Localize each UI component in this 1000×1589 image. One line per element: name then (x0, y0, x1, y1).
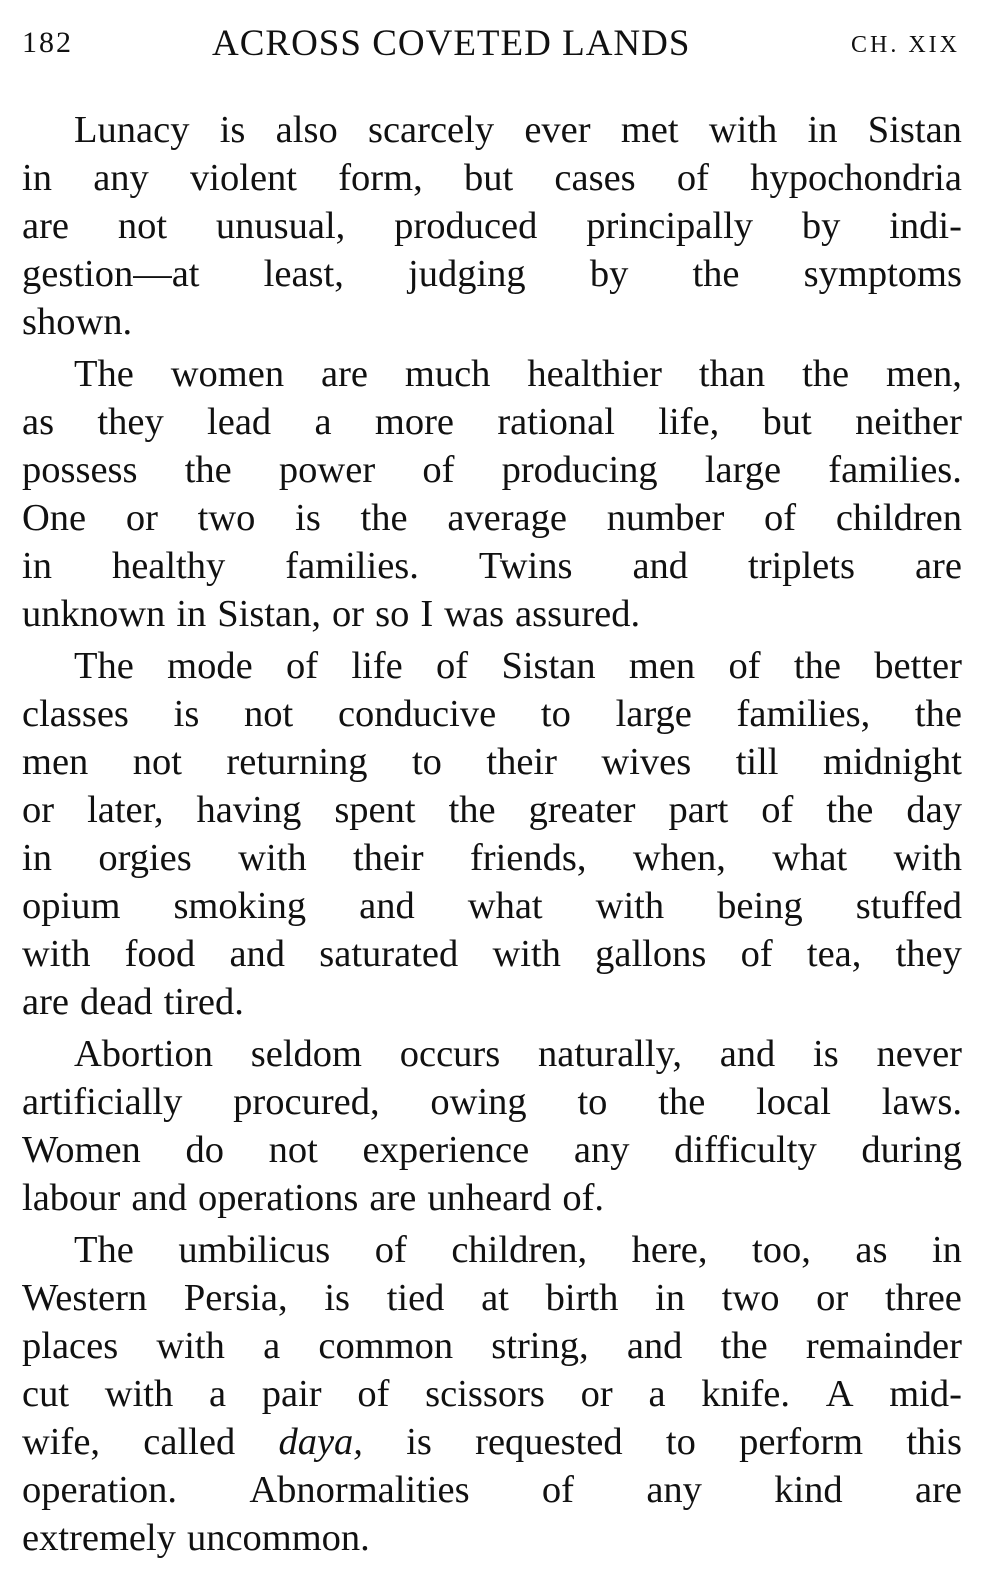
text-line (22, 446, 962, 494)
word: also (275, 109, 338, 151)
word: being (717, 885, 803, 927)
word: with (104, 1373, 174, 1415)
text-line (22, 882, 962, 930)
text-line (22, 298, 962, 346)
word: violent (190, 157, 297, 199)
paragraph (22, 1226, 962, 1562)
word: of (357, 1373, 390, 1415)
word: occurs (399, 1033, 501, 1075)
word: power (278, 449, 376, 491)
word: large (704, 449, 782, 491)
word: producing (501, 449, 658, 491)
word: with (238, 837, 307, 879)
word: families. (828, 449, 962, 491)
word: to (540, 693, 571, 735)
word: local (756, 1081, 831, 1123)
word: tired. (163, 981, 244, 1023)
word: of (740, 933, 773, 975)
word: healthier (527, 353, 662, 395)
word: naturally, (537, 1033, 682, 1075)
text-line (22, 1514, 962, 1562)
word: are (22, 981, 69, 1023)
word: dead (80, 981, 153, 1023)
word: owing (430, 1081, 527, 1123)
word: better (874, 645, 962, 687)
page-number: 182 (22, 26, 73, 59)
word: judging (408, 253, 526, 295)
text-line (22, 1370, 962, 1418)
word: common (318, 1325, 454, 1367)
word: or (22, 789, 55, 831)
word: produced (394, 205, 538, 247)
word: operation. (22, 1469, 178, 1511)
word: food (124, 933, 196, 975)
word: symptoms (803, 253, 962, 295)
word: part (668, 789, 729, 831)
word: not (244, 693, 294, 735)
word: cases (554, 157, 636, 199)
word: men, (886, 353, 962, 395)
word: extremely (22, 1517, 176, 1559)
word: men (628, 645, 696, 687)
word: difficulty (674, 1129, 817, 1171)
word: the (360, 497, 408, 539)
word: Western (22, 1277, 148, 1319)
word: experience (362, 1129, 530, 1171)
word: are (22, 205, 69, 247)
word: the (184, 449, 232, 491)
word: but (762, 401, 812, 443)
word: daya, (278, 1421, 363, 1463)
text-line (22, 202, 962, 250)
word: any (93, 157, 149, 199)
word: orgies (98, 837, 192, 879)
word: birth (545, 1277, 619, 1319)
word: to (577, 1081, 608, 1123)
word: with (492, 933, 561, 975)
word: the (448, 789, 496, 831)
word: cut (22, 1373, 70, 1415)
word: unheard (427, 1177, 552, 1219)
word: or (580, 1373, 613, 1415)
word: is (173, 693, 200, 735)
word: lead (207, 401, 272, 443)
word: never (876, 1033, 962, 1075)
text-line (22, 930, 962, 978)
word: large (615, 693, 692, 735)
word: laws. (881, 1081, 962, 1123)
word: of (541, 1469, 574, 1511)
text-line (22, 1126, 962, 1174)
word: two (721, 1277, 780, 1319)
word: much (404, 353, 491, 395)
word: or (816, 1277, 849, 1319)
word: not (117, 205, 168, 247)
word: do (185, 1129, 224, 1171)
word: opium (22, 885, 121, 927)
word: in (22, 545, 52, 587)
word: Abortion (74, 1033, 214, 1075)
word: A (825, 1373, 854, 1415)
paragraph (22, 350, 962, 638)
word: are (369, 1177, 417, 1219)
word: wives (601, 741, 692, 783)
text-line (22, 494, 962, 542)
word: healthy (111, 545, 226, 587)
word: men (22, 741, 89, 783)
text-line (22, 398, 962, 446)
word: Sistan (501, 645, 596, 687)
book-title: ACROSS COVETED LANDS (212, 23, 691, 64)
word: wife, (22, 1421, 101, 1463)
word: classes (22, 693, 129, 735)
text-line (22, 786, 962, 834)
word: and (719, 1033, 776, 1075)
word: life (351, 645, 403, 687)
word: a (208, 1373, 227, 1415)
word: spent (334, 789, 416, 831)
word: One (22, 497, 87, 539)
text-line (22, 690, 962, 738)
word: in (655, 1277, 686, 1319)
word: the (914, 693, 962, 735)
word: was (444, 593, 505, 635)
word: their (352, 837, 424, 879)
body-text (22, 106, 962, 1566)
word: of (761, 789, 794, 831)
word: ever (524, 109, 591, 151)
text-line (22, 542, 962, 590)
word: what (772, 837, 848, 879)
text-line (22, 738, 962, 786)
text-line (22, 642, 962, 690)
word: Persia, (183, 1277, 288, 1319)
word: they (895, 933, 962, 975)
word: The (74, 353, 134, 395)
word: in (22, 837, 52, 879)
text-line (22, 1322, 962, 1370)
paragraph (22, 1030, 962, 1222)
word: unusual, (215, 205, 346, 247)
word: met (620, 109, 679, 151)
word: a (314, 401, 332, 443)
word: Women (22, 1129, 141, 1171)
word: not (268, 1129, 318, 1171)
word: least, (263, 253, 344, 295)
word: the (720, 1325, 768, 1367)
text-line (22, 1226, 962, 1274)
word: this (906, 1421, 962, 1463)
word: what (467, 885, 543, 927)
paragraph (22, 106, 962, 346)
word: than (698, 353, 766, 395)
word: but (463, 157, 514, 199)
word: and (229, 933, 286, 975)
word: conducive (337, 693, 497, 735)
word: remainder (805, 1325, 962, 1367)
text-line (22, 350, 962, 398)
word: unknown (22, 593, 166, 635)
word: called (143, 1421, 236, 1463)
word: families, (736, 693, 871, 735)
word: midnight (822, 741, 962, 783)
word: in (931, 1229, 962, 1271)
text-line (22, 1274, 962, 1322)
text-line (22, 978, 962, 1026)
word: is (813, 1033, 839, 1075)
word: the (793, 645, 841, 687)
word: principally (586, 205, 754, 247)
word: in (22, 157, 52, 199)
text-line (22, 1078, 962, 1126)
word: friends, (469, 837, 587, 879)
word: families. (285, 545, 419, 587)
word: stuffed (855, 885, 962, 927)
word: of (764, 497, 797, 539)
word: number (606, 497, 725, 539)
word: mode (167, 645, 253, 687)
word: children, (451, 1229, 588, 1271)
word: knife. (701, 1373, 790, 1415)
word: of. (562, 1177, 605, 1219)
word: saturated (319, 933, 459, 975)
word: as (855, 1229, 888, 1271)
word: in (807, 109, 838, 151)
word: shown. (22, 301, 133, 343)
word: and (632, 545, 689, 587)
text-line (22, 1466, 962, 1514)
word: tied (386, 1277, 445, 1319)
word: possess (22, 449, 138, 491)
paragraph (22, 642, 962, 1026)
word: Sistan (867, 109, 962, 151)
word: rational (497, 401, 615, 443)
word: is (219, 109, 246, 151)
word: average (447, 497, 567, 539)
word: greater (528, 789, 636, 831)
chapter-label: CH. XIX (851, 32, 960, 58)
word: indi- (889, 205, 962, 247)
word: their (486, 741, 557, 783)
word: by (801, 205, 841, 247)
word: of (436, 645, 469, 687)
word: labour (22, 1177, 121, 1219)
word: during (861, 1129, 962, 1171)
word: so (375, 593, 410, 635)
word: is (406, 1421, 432, 1463)
word: the (658, 1081, 706, 1123)
word: pair (261, 1373, 322, 1415)
text-line (22, 590, 962, 638)
word: as (22, 401, 55, 443)
word: artificially (22, 1081, 183, 1123)
word: are (914, 545, 962, 587)
word: tea, (806, 933, 862, 975)
word: scarcely (367, 109, 495, 151)
word: any (646, 1469, 702, 1511)
text-line (22, 1030, 962, 1078)
word: neither (855, 401, 962, 443)
word: later, (87, 789, 164, 831)
text-line (22, 106, 962, 154)
word: returning (226, 741, 368, 783)
word: operations (197, 1177, 359, 1219)
word: a (263, 1325, 281, 1367)
word: three (884, 1277, 962, 1319)
word: or (125, 497, 158, 539)
word: two (197, 497, 256, 539)
word: Abnormalities (249, 1469, 470, 1511)
word: are (320, 353, 368, 395)
word: Sistan, (217, 593, 322, 635)
word: not (132, 741, 182, 783)
word: perform (739, 1421, 864, 1463)
word: scissors (425, 1373, 545, 1415)
word: any (573, 1129, 630, 1171)
word: assured. (515, 593, 641, 635)
word: here, (631, 1229, 708, 1271)
word: is (295, 497, 321, 539)
word: gallons (595, 933, 707, 975)
word: by (589, 253, 629, 295)
word: life, (658, 401, 720, 443)
word: triplets (748, 545, 855, 587)
word: uncommon. (186, 1517, 370, 1559)
word: of (676, 157, 709, 199)
word: of (374, 1229, 407, 1271)
word: hypochondria (750, 157, 962, 199)
word: with (708, 109, 778, 151)
text-line (22, 154, 962, 202)
word: and (626, 1325, 683, 1367)
word: more (374, 401, 455, 443)
word: at (481, 1277, 509, 1319)
word: Twins (478, 545, 573, 587)
word: with (22, 933, 91, 975)
word: a (648, 1373, 666, 1415)
word: or (332, 593, 365, 635)
word: till (735, 741, 779, 783)
text-line (22, 250, 962, 298)
word: day (906, 789, 962, 831)
word: procured, (233, 1081, 380, 1123)
word: gestion—at (22, 253, 200, 295)
word: the (826, 789, 874, 831)
word: places (22, 1325, 119, 1367)
word: when, (632, 837, 726, 879)
word: with (156, 1325, 225, 1367)
word: the (692, 253, 740, 295)
word: The (74, 1229, 134, 1271)
word: are (914, 1469, 962, 1511)
word: of (422, 449, 455, 491)
word: too, (752, 1229, 811, 1271)
word: smoking (173, 885, 307, 927)
word: with (595, 885, 665, 927)
word: string, (491, 1325, 589, 1367)
running-head (22, 22, 960, 70)
word: children (835, 497, 962, 539)
text-line (22, 1174, 962, 1222)
word: form, (338, 157, 423, 199)
word: they (97, 401, 164, 443)
text-line (22, 1418, 962, 1466)
word: with (893, 837, 962, 879)
word: I (420, 593, 434, 635)
text-line (22, 834, 962, 882)
word: kind (774, 1469, 843, 1511)
word: umbilicus (178, 1229, 331, 1271)
word: of (728, 645, 761, 687)
word: to (665, 1421, 696, 1463)
word: of (286, 645, 319, 687)
word: is (324, 1277, 350, 1319)
word: the (802, 353, 850, 395)
word: and (131, 1177, 187, 1219)
word: The (74, 645, 134, 687)
word: having (196, 789, 302, 831)
word: to (411, 741, 442, 783)
word: requested (475, 1421, 623, 1463)
word: women (170, 353, 285, 395)
word: seldom (250, 1033, 362, 1075)
word: in (176, 593, 207, 635)
word: mid- (889, 1373, 962, 1415)
word: Lunacy (74, 109, 190, 151)
word: and (359, 885, 415, 927)
